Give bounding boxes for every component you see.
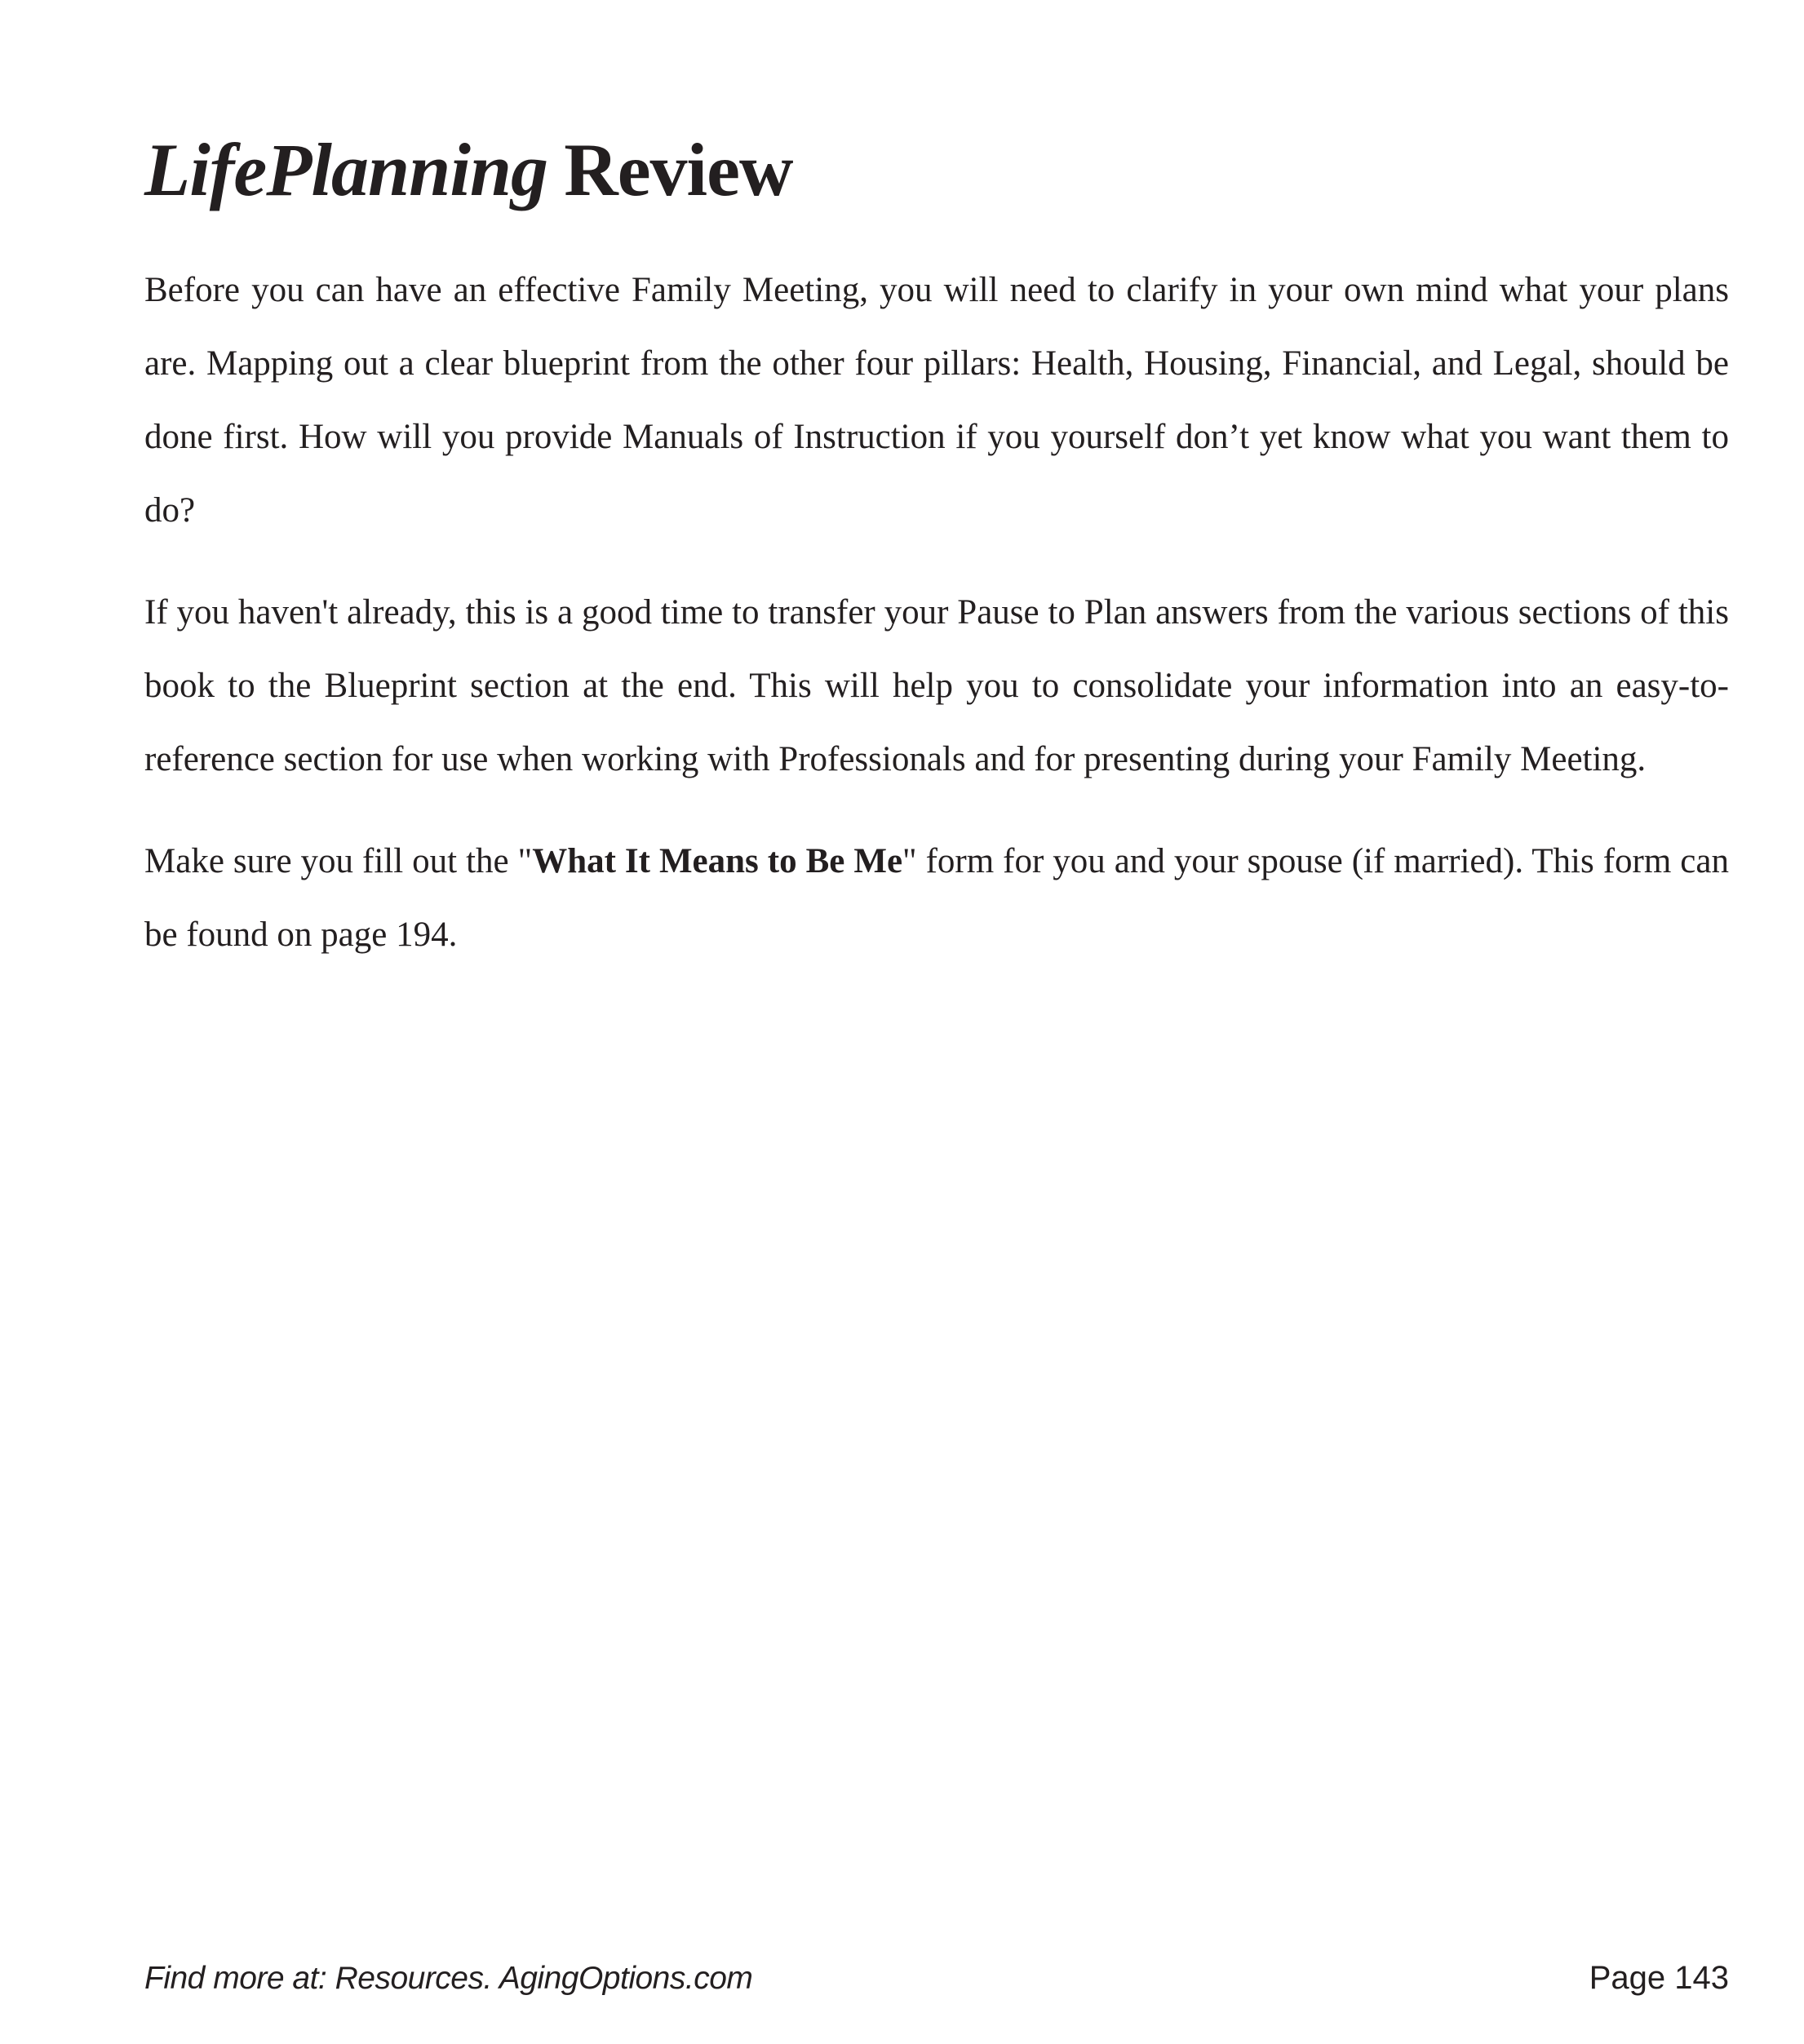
paragraph-form-prefix: Make sure you fill out the " (144, 842, 533, 881)
paragraph-pause-to-plan: If you haven't already, this is a good time to transfer your Pause to Plan answers from the various sections of this book to the Blueprint section at the end. This will help you to consolidate your information into an easy-to-reference section for use when working with Professionals and for presenting during your Family Meeting. (144, 593, 1729, 779)
footer-page-number: Page 143 (1589, 1960, 1729, 1996)
page-footer (144, 1960, 1729, 1997)
paragraph-family-meeting-intro: Before you can have an effective Family Meeting, you will need to clarify in your own mind what your plans are. Mapping out a clear blueprint from the other four pillars: Health, Housing, Financial, and Legal, should be done first. How will you provide Manuals of Instruction if you yourself don’t yet know what you want them to do? (144, 271, 1729, 530)
page-title (144, 129, 1729, 211)
paragraph-form-suffix: " form for you and your spouse (if married). This form can be found on page 194. (144, 842, 1729, 955)
form-name-bold-text: What It Means to Be Me (532, 842, 903, 881)
footer-resource-note: Find more at: Resources. AgingOptions.com (144, 1961, 753, 1996)
paragraph-form-instruction (144, 825, 1729, 972)
page-title-italic-part: LifePlanning (144, 128, 548, 211)
page-content (144, 129, 1729, 1000)
page-title-regular-part: Review (564, 128, 793, 211)
